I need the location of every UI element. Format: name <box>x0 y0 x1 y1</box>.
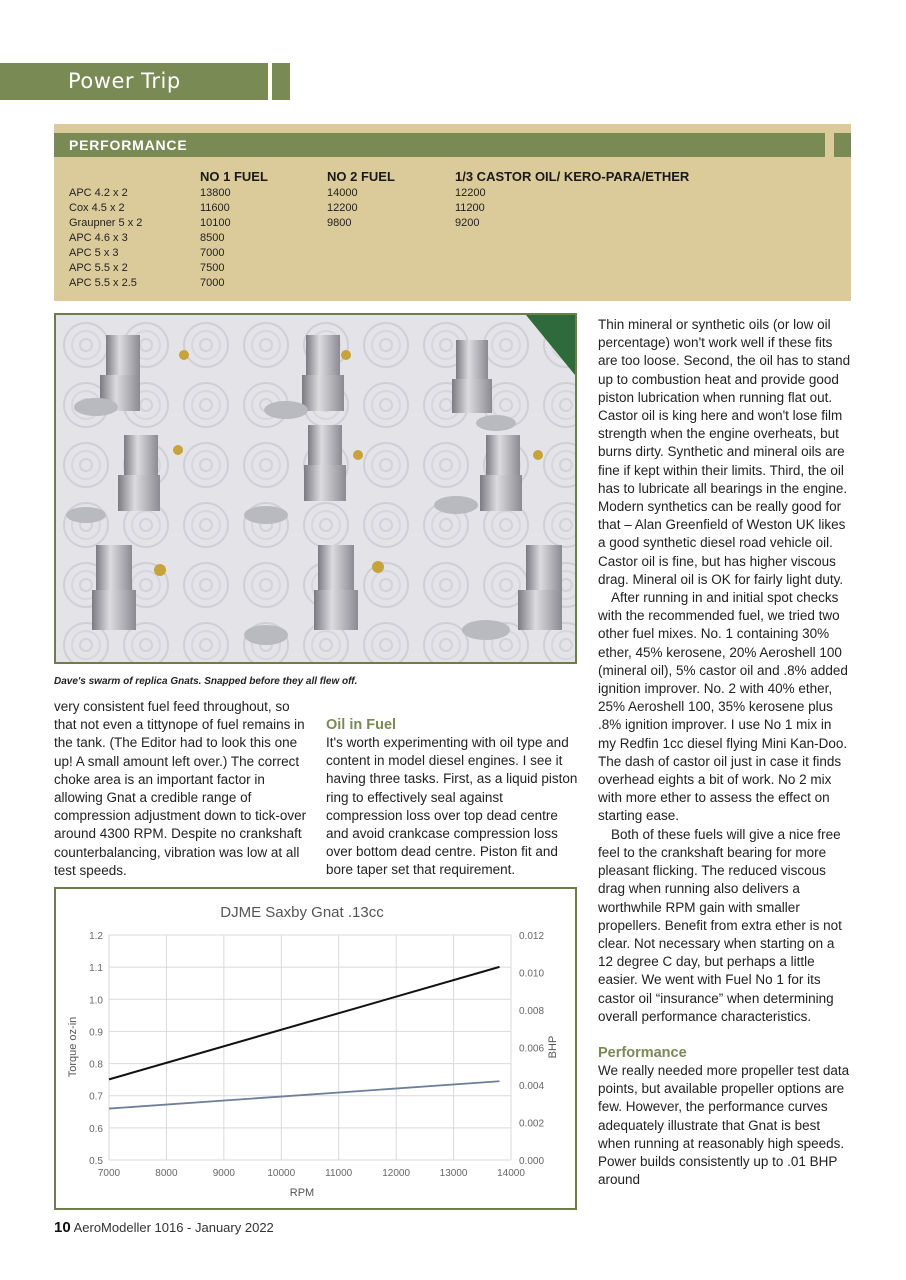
table-header-cell: NO 1 FUEL <box>200 168 268 184</box>
table-cell: 7000 <box>200 276 225 289</box>
chart-y2-tick-label: 0.010 <box>519 968 545 980</box>
subheading-oil-in-fuel: Oil in Fuel <box>326 717 397 733</box>
body-paragraph: We really needed more propeller test data points, but available propeller options are few. However, the performance curves adequately illustrate that Gnat is best when running at reasonably high speeds. Power builds consistently up to .01 BHP around <box>598 1062 850 1188</box>
chart-x-tick-label: 10000 <box>267 1168 296 1179</box>
performance-chart <box>54 887 577 1210</box>
table-cell: APC 4.2 x 2 <box>69 186 128 199</box>
table-cell: 7500 <box>200 261 225 274</box>
table-cell <box>455 260 755 275</box>
table-cell: Graupner 5 x 2 <box>69 216 143 229</box>
page-number: 10 <box>54 1219 71 1236</box>
table-cell: 8500 <box>200 231 225 244</box>
section-title: Power Trip <box>68 69 181 93</box>
table-cell: APC 5 x 3 <box>69 246 119 259</box>
table-cell <box>455 275 755 290</box>
chart-grid <box>109 935 511 1160</box>
engines-photo <box>54 313 577 664</box>
table-cell: 13800 <box>200 186 231 199</box>
chart-x-tick-label: 14000 <box>497 1168 525 1179</box>
body-paragraph: Thin mineral or synthetic oils (or low oil percentage) won't work well if these fits are too loose. Second, the oil has to stand up to combustion heat and provide good piston lubrication when running flat out. Castor oil is king here and won't lose film strength when the engine overheats, but burns dirty. Synthetic and mineral oils are fine if kept within their limits. Third, the oil has to lubricate all bearings in the engine. Modern synthetics can be really good for that – Alan Greenfield of Weston UK likes a good synthetic diesel road vehicle oil. Castor oil is fine, but has higher viscous drag. Mineral oil is OK for fairly light duty. <box>598 317 851 587</box>
chart-ticks <box>89 931 544 1179</box>
table-cell: 10100 <box>200 216 231 229</box>
chart-y-tick-label: 1.2 <box>89 931 103 942</box>
performance-table <box>69 167 755 290</box>
chart-y-tick-label: 1.1 <box>89 963 103 975</box>
performance-heading-bar <box>54 133 825 157</box>
chart-title: DJME Saxby Gnat .13cc <box>220 904 384 921</box>
table-cell <box>327 245 455 260</box>
section-banner-tab <box>272 63 290 100</box>
table-cell: APC 4.6 x 3 <box>69 231 128 244</box>
table-cell: Cox 4.5 x 2 <box>69 201 125 214</box>
body-paragraph: very consistent fuel feed throughout, so that not even a tittynope of fuel remains in the tank. (The Editor had to look this one up! A small amount left over.) The correct choke area is an important factor in allowing Gnat a credible range of compression adjustment down to tick-over around 4300 RPM. Despite no crankshaft counterbalancing, vibration was low at all test speeds. <box>54 699 307 878</box>
table-row <box>69 200 755 215</box>
chart-y-tick-label: 0.7 <box>89 1091 103 1103</box>
chart-x-tick-label: 12000 <box>382 1168 411 1179</box>
chart-y-tick-label: 0.6 <box>89 1123 103 1135</box>
chart-x-tick-label: 11000 <box>325 1168 353 1179</box>
performance-panel <box>54 124 851 301</box>
chart-y2-tick-label: 0.000 <box>519 1156 545 1167</box>
chart-y-tick-label: 0.8 <box>89 1059 103 1071</box>
table-cell: APC 5.5 x 2.5 <box>69 276 137 289</box>
table-row <box>69 260 755 275</box>
article-column-right <box>598 316 852 1189</box>
body-paragraph: Both of these fuels will give a nice free feel to the crankshaft bearing for more pleasant flicking. The reduced viscous drag when running also delivers a worthwhile RPM gain with smaller propellers. Benefit from extra ether is not clear. Not necessary when starting on a 12 degree C day, but perhaps a little easier. We went with Fuel No 1 for its castor oil “insurance” when determining overall performance characteristics. <box>598 826 842 1024</box>
chart-y-tick-label: 0.5 <box>89 1156 103 1167</box>
subheading-performance: Performance <box>598 1044 687 1061</box>
article-column-left <box>54 698 312 880</box>
chart-x-tick-label: 8000 <box>155 1168 178 1179</box>
table-row <box>69 245 755 260</box>
table-header-cell: 1/3 CASTOR OIL/ KERO-PARA/ETHER <box>455 168 690 184</box>
chart-y2-tick-label: 0.004 <box>519 1081 545 1092</box>
chart-x-tick-label: 7000 <box>97 1168 121 1179</box>
table-header-row <box>69 167 755 185</box>
table-cell: 9800 <box>327 216 352 229</box>
chart-svg <box>56 889 575 1208</box>
table-cell <box>327 260 455 275</box>
table-cell <box>455 245 755 260</box>
table-header-cell: NO 2 FUEL <box>327 168 395 184</box>
section-banner <box>0 63 268 100</box>
chart-lines <box>109 967 500 1109</box>
table-row <box>69 275 755 290</box>
chart-y2-tick-label: 0.006 <box>519 1043 545 1055</box>
table-row <box>69 215 755 230</box>
engines-photo-illustration <box>56 315 575 662</box>
chart-series-line-bhp <box>109 967 500 1080</box>
chart-x-tick-label: 9000 <box>212 1168 235 1179</box>
chart-y2-axis-label: BHP <box>547 1035 559 1059</box>
chart-y-tick-label: 1.0 <box>89 995 103 1007</box>
article-column-middle <box>326 716 582 880</box>
chart-series-line-torque <box>109 1081 500 1108</box>
table-cell: 14000 <box>327 186 358 199</box>
chart-y-tick-label: 0.9 <box>89 1027 103 1039</box>
table-header-cell <box>69 167 200 185</box>
chart-x-axis-label: RPM <box>289 1187 315 1199</box>
chart-y-axis-label: Torque oz-in <box>67 1016 79 1078</box>
table-cell: 12200 <box>455 186 486 199</box>
table-cell <box>455 230 755 245</box>
table-cell: APC 5.5 x 2 <box>69 261 128 274</box>
table-row <box>69 230 755 245</box>
chart-y2-tick-label: 0.012 <box>519 931 545 942</box>
chart-y2-tick-label: 0.002 <box>519 1118 545 1130</box>
table-cell: 7000 <box>200 246 225 259</box>
page-footer <box>54 1219 274 1236</box>
table-cell <box>327 275 455 290</box>
table-cell: 9200 <box>455 216 480 229</box>
performance-heading: PERFORMANCE <box>69 137 188 153</box>
chart-x-tick-label: 13000 <box>439 1168 468 1179</box>
table-cell: 11600 <box>200 201 230 214</box>
chart-y2-tick-label: 0.008 <box>519 1006 545 1017</box>
publication-info: AeroModeller 1016 - January 2022 <box>73 1220 274 1235</box>
photo-caption: Dave's swarm of replica Gnats. Snapped before they all flew off. <box>54 676 358 687</box>
body-paragraph: It's worth experimenting with oil type and content in model diesel engines. I see it having three tasks. First, as a liquid piston ring to effectively seal against compression loss over top dead centre and avoid crankcase compression loss over bottom dead centre. Piston fit and bore taper set that requirement. <box>326 735 578 878</box>
table-row <box>69 185 755 200</box>
table-cell: 11200 <box>455 201 485 214</box>
table-cell: 12200 <box>327 201 358 214</box>
table-cell <box>327 230 455 245</box>
performance-heading-tab <box>834 133 851 157</box>
body-paragraph: After running in and initial spot checks with the recommended fuel, we tried two other fuel mixes. No. 1 containing 30% ether, 45% kerosene, 20% Aeroshell 100 (mineral oil), 5% castor oil and .8% added ignition improver. No. 2 with 40% ether, 25% Aeroshell 100, 35% kerosene plus .8% ignition improver. I use No 1 mix in my Redfin 1cc diesel flying Mini Kan-Doo. The dash of castor oil just in case it finds overhead eights a bit of work. No 2 mix with more ether to assess the effect on starting ease. <box>598 590 848 824</box>
